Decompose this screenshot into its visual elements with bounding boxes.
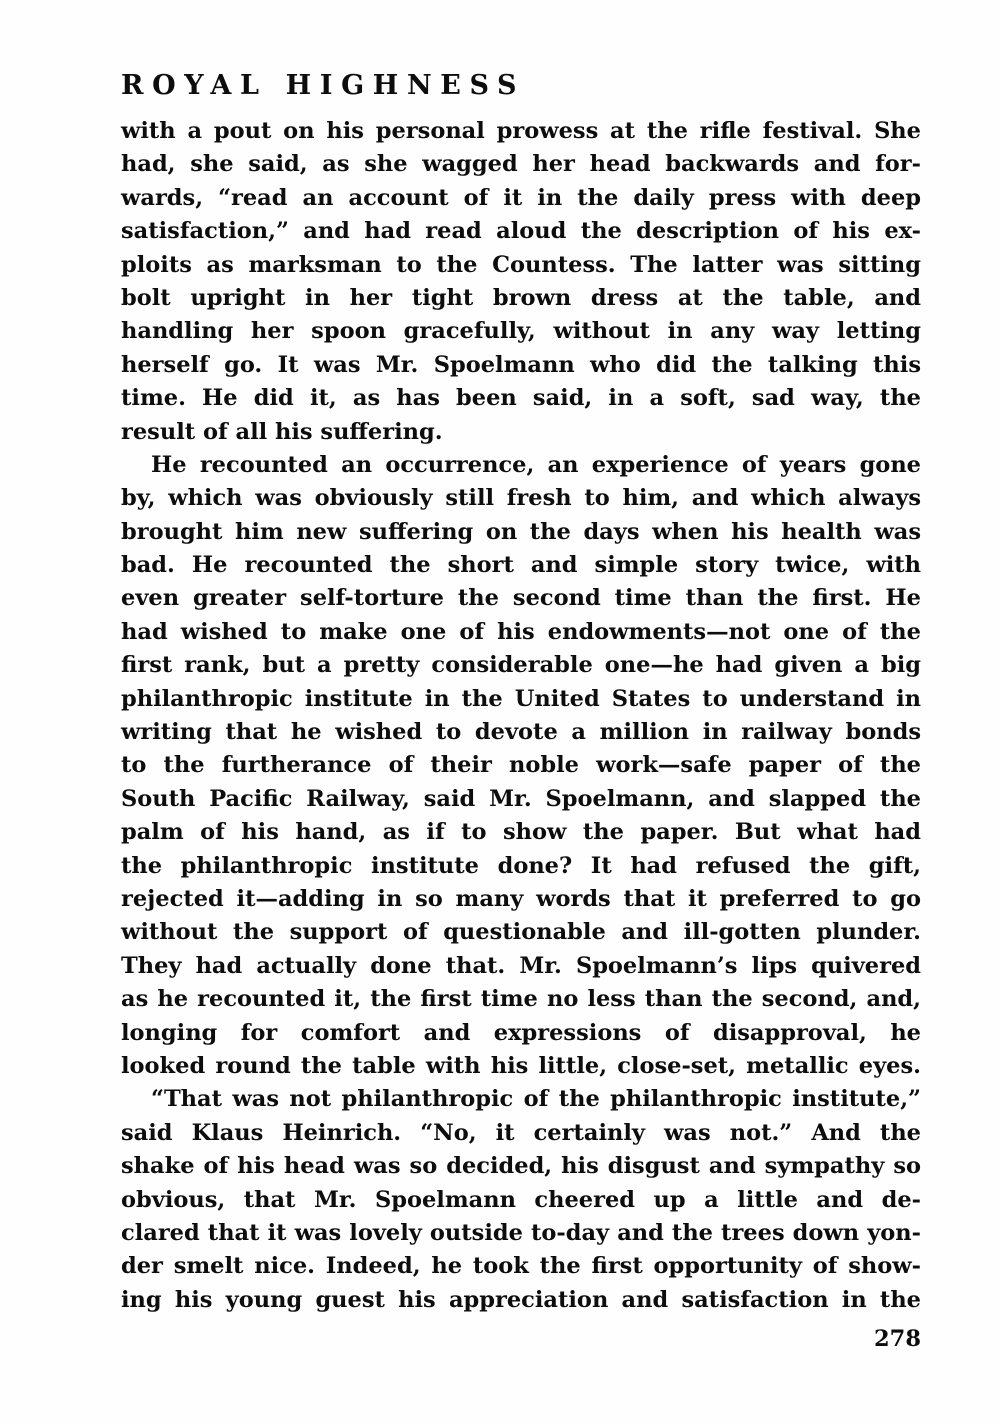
text-line: bad. He recounted the short and simple story twice, with xyxy=(121,552,921,579)
page-content xyxy=(121,70,921,1356)
text-line: philanthropic institute in the United States to understand in xyxy=(121,685,921,712)
text-line: “That was not philanthropic of the philanthropic institute,” xyxy=(151,1086,921,1113)
text-line: herself go. It was Mr. Spoelmann who did the talking this xyxy=(121,351,921,378)
text-line: bolt upright in her tight brown dress at the table, and xyxy=(121,284,921,311)
text-line: He recounted an occurrence, an experience of years gone xyxy=(151,451,921,478)
text-line: looked round the table with his little, close-set, metallic eyes. xyxy=(121,1052,921,1079)
text-line: shake of his head was so decided, his disgust and sympathy so xyxy=(121,1153,921,1180)
text-line: to the furtherance of their noble work—safe paper of the xyxy=(121,752,921,779)
text-line: writing that he wished to devote a million in railway bonds xyxy=(121,719,921,746)
text-line: South Pacific Railway, said Mr. Spoelmann, and slapped the xyxy=(121,785,921,812)
text-line: ing his young guest his appreciation and satisfaction in the xyxy=(121,1286,921,1313)
paragraph xyxy=(121,449,921,1083)
text-line: ploits as marksman to the Countess. The latter was sitting xyxy=(121,251,921,278)
text-line: handling her spoon gracefully, without in any way letting xyxy=(121,318,921,345)
text-block xyxy=(121,115,921,1317)
text-line: without the support of questionable and ill-gotten plunder. xyxy=(121,919,921,946)
text-line: rejected it—adding in so many words that it preferred to go xyxy=(121,885,921,912)
text-line: time. He did it, as has been said, in a soft, sad way, the xyxy=(121,385,921,412)
page-number: 278 xyxy=(874,1326,921,1353)
text-line: as he recounted it, the first time no less than the second, and, xyxy=(121,986,921,1013)
text-line: longing for comfort and expressions of disapproval, he xyxy=(121,1019,921,1046)
text-line: the philanthropic institute done? It had refused the gift, xyxy=(121,852,921,879)
text-line: result of all his suffering. xyxy=(121,418,443,445)
text-line: palm of his hand, as if to show the paper. But what had xyxy=(121,819,921,846)
text-line: They had actually done that. Mr. Spoelmann’s lips quivered xyxy=(121,952,921,979)
text-line: der smelt nice. Indeed, he took the first opportunity of show- xyxy=(121,1253,921,1280)
text-line: clared that it was lovely outside to-day and the trees down yon- xyxy=(121,1219,921,1246)
text-line: even greater self-torture the second time than the first. He xyxy=(121,585,921,612)
text-line: had wished to make one of his endowments—not one of the xyxy=(121,618,921,645)
text-line: said Klaus Heinrich. “No, it certainly was not.” And the xyxy=(121,1119,921,1146)
text-line: wards, “read an account of it in the daily press with deep xyxy=(121,184,921,211)
page-title: ROYAL HIGHNESS xyxy=(121,70,526,101)
text-line: had, she said, as she wagged her head backwards and for- xyxy=(121,151,921,178)
text-line: first rank, but a pretty considerable one—he had given a big xyxy=(121,652,921,679)
text-line: with a pout on his personal prowess at the rifle festival. She xyxy=(121,118,921,144)
text-line: satisfaction,” and had read aloud the description of his ex- xyxy=(121,218,921,245)
paragraph xyxy=(121,1083,921,1317)
text-line: obvious, that Mr. Spoelmann cheered up a little and de- xyxy=(121,1186,921,1213)
text-line: brought him new suffering on the days when his health was xyxy=(121,518,921,545)
paragraph xyxy=(121,115,921,449)
text-line: by, which was obviously still fresh to him, and which always xyxy=(121,485,921,512)
